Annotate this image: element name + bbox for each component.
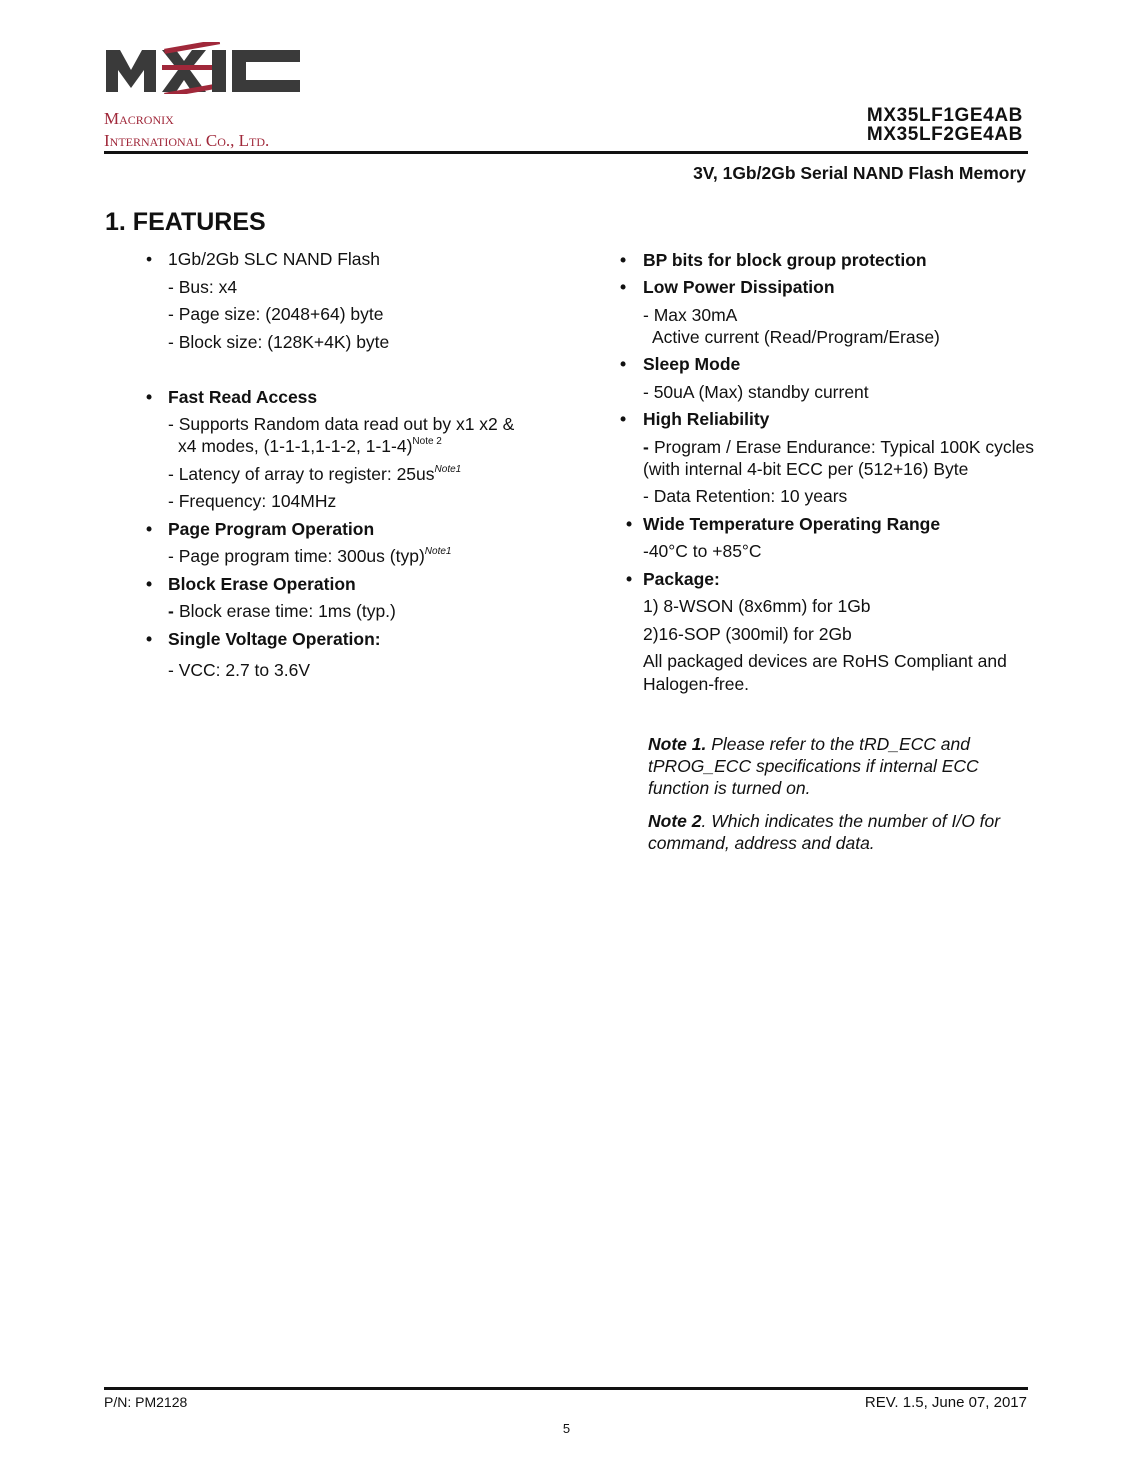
company-line-2: International Co., Ltd.	[104, 131, 270, 150]
feature-sleep-mode: Sleep Mode	[643, 354, 741, 374]
bullet: •	[146, 249, 153, 269]
feature-vcc: - VCC: 2.7 to 3.6V	[168, 660, 311, 680]
feature-rohs-1: All packaged devices are RoHS Compliant and	[643, 651, 1007, 671]
feature-package-2: 2)16-SOP (300mil) for 2Gb	[643, 624, 852, 644]
feature-block-erase-time: Block erase time: 1ms (typ.)	[179, 601, 396, 621]
feature-package-1: 1) 8-WSON (8x6mm) for 1Gb	[643, 596, 871, 616]
bullet: •	[620, 354, 627, 374]
feature-max-current: - Max 30mA	[643, 305, 738, 325]
part-number-1: MX35LF1GE4AB	[866, 105, 1023, 126]
feature-package: Package:	[643, 569, 720, 589]
bullet: •	[146, 629, 153, 649]
note-2	[648, 810, 1038, 854]
bullet: •	[620, 409, 627, 429]
feature-block-erase: Block Erase Operation	[168, 574, 356, 594]
feature-page-program: Page Program Operation	[168, 519, 375, 539]
feature-temp-range: -40°C to +85°C	[643, 541, 762, 561]
page-number: 5	[562, 1421, 571, 1436]
feature-random-read-2: x4 modes, (1-1-1,1-1-2, 1-1-4)	[178, 436, 413, 456]
bullet: •	[146, 574, 153, 594]
note-ref: Note1	[434, 464, 462, 475]
note-2-text: . Which indicates the number of I/O for command, address and data.	[648, 811, 1001, 853]
note-1-text: Please refer to the tRD_ECC and tPROG_ECC specifications if internal ECC function is turned on.	[648, 734, 979, 798]
feature-endurance-2: (with internal 4-bit ECC per (512+16) Byte	[643, 459, 969, 479]
feature-frequency: - Frequency: 104MHz	[168, 491, 337, 511]
feature-page-program-time: - Page program time: 300us (typ)	[168, 546, 425, 566]
company-line-1: Macronix	[104, 109, 174, 128]
bullet: •	[146, 387, 153, 407]
bullet: •	[620, 277, 627, 297]
feature-rohs-2: Halogen-free.	[643, 674, 750, 694]
dash: -	[168, 601, 174, 621]
footer-revision: REV. 1.5, June 07, 2017	[864, 1394, 1027, 1411]
company-name	[104, 108, 269, 152]
feature-bp-bits: BP bits for block group protection	[643, 250, 927, 270]
footer-rule	[104, 1387, 1028, 1390]
feature-active-current: Active current (Read/Program/Erase)	[652, 327, 940, 347]
feature-random-read-1: - Supports Random data read out by x1 x2 &	[168, 414, 515, 434]
bullet: •	[146, 519, 153, 539]
part-number-2: MX35LF2GE4AB	[866, 124, 1023, 145]
feature-page-size: - Page size: (2048+64) byte	[168, 304, 384, 324]
feature-bus: - Bus: x4	[168, 277, 238, 297]
section-title: 1. FEATURES	[105, 208, 266, 236]
feature-fast-read: Fast Read Access	[168, 387, 318, 407]
feature-low-power: Low Power Dissipation	[643, 277, 835, 297]
notes-block	[648, 733, 1038, 865]
part-numbers	[867, 106, 1023, 144]
feature-high-reliability: High Reliability	[643, 409, 770, 429]
feature-standby: - 50uA (Max) standby current	[643, 382, 869, 402]
note-1	[648, 733, 1038, 799]
feature-latency: - Latency of array to register: 25us	[168, 464, 435, 484]
document-subtitle: 3V, 1Gb/2Gb Serial NAND Flash Memory	[693, 163, 1026, 183]
bullet: •	[626, 569, 633, 589]
feature-endurance-1: Program / Erase Endurance: Typical 100K cycles	[654, 437, 1035, 457]
feature-single-voltage: Single Voltage Operation:	[168, 629, 381, 649]
feature-block-size: - Block size: (128K+4K) byte	[168, 332, 390, 352]
footer-part-number: P/N: PM2128	[104, 1394, 188, 1410]
dash: -	[643, 437, 649, 457]
note-ref: Note 2	[412, 436, 442, 447]
note-1-label: Note 1.	[648, 734, 707, 754]
note-2-label: Note 2	[648, 811, 702, 831]
bullet: •	[620, 250, 627, 270]
note-ref: Note1	[424, 546, 452, 557]
header-rule	[104, 151, 1028, 154]
feature-wide-temp: Wide Temperature Operating Range	[643, 514, 941, 534]
bullet: •	[626, 514, 633, 534]
feature-slc: 1Gb/2Gb SLC NAND Flash	[168, 249, 381, 269]
mxic-logo	[104, 42, 302, 94]
feature-retention: - Data Retention: 10 years	[643, 486, 848, 506]
